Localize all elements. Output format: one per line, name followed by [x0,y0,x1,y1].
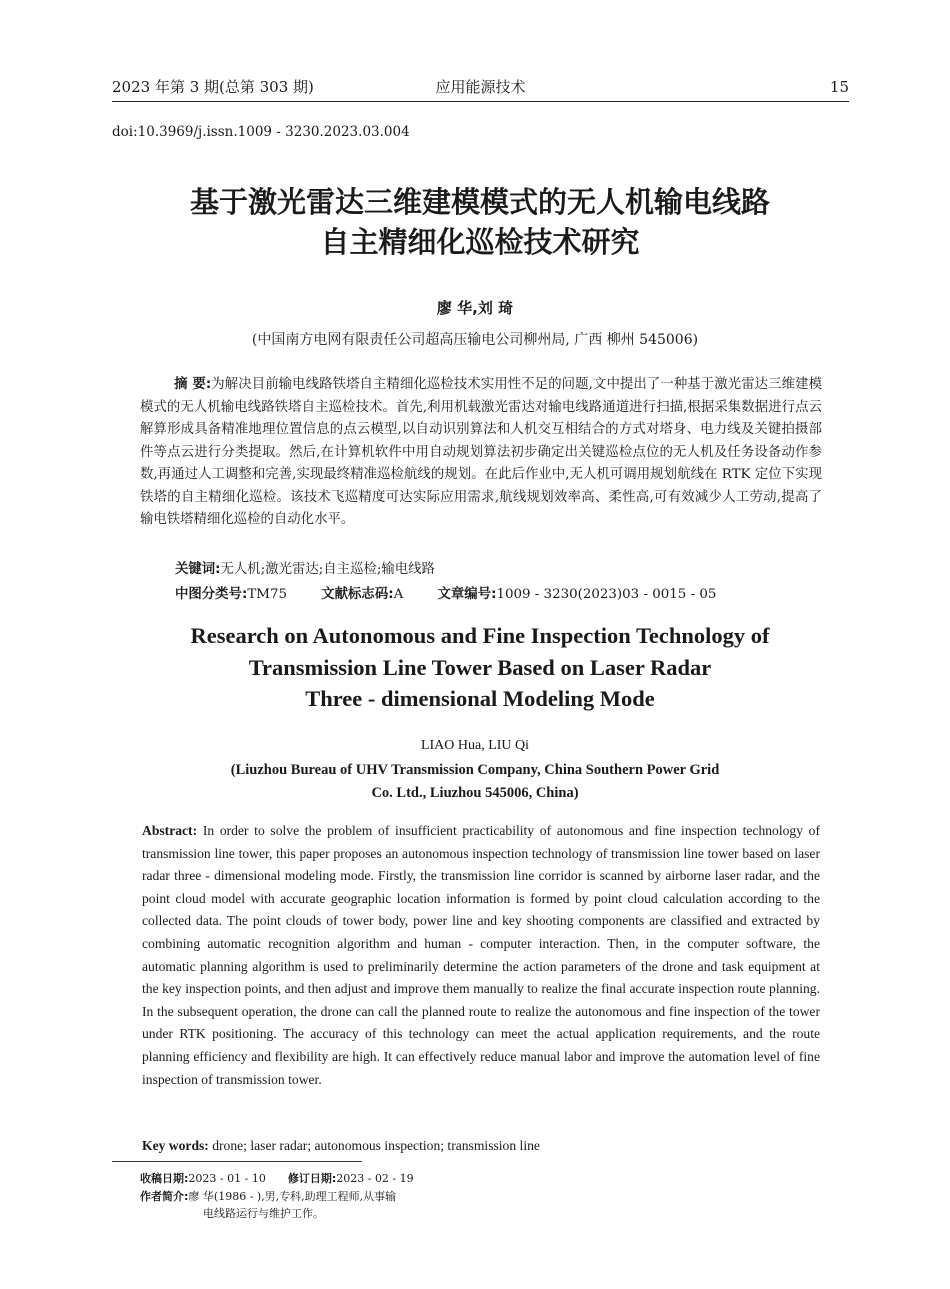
english-keywords-label: Key words: [142,1138,209,1153]
clc-value: TM75 [247,587,287,602]
chinese-abstract [140,374,822,532]
classification-line [175,585,716,605]
author-bio-label: 作者简介: [140,1189,189,1203]
english-abstract-label: Abstract: [142,823,198,838]
english-affiliation-line-2: Co. Ltd., Liuzhou 545006, China) [371,785,579,801]
doc-code-label: 文献标志码: [321,587,394,602]
english-title-line-1: Research on Autonomous and Fine Inspection Technology of [190,623,770,648]
chinese-title-line-1: 基于激光雷达三维建模模式的无人机输电线路 [189,185,770,219]
chinese-keywords-label: 关键词: [175,562,221,577]
footnote-rule [112,1161,362,1162]
page-number: 15 [829,78,849,96]
chinese-title [95,182,865,262]
chinese-abstract-label: 摘 要: [174,377,212,392]
chinese-abstract-text: 为解决目前输电线路铁塔自主精细化巡检技术实用性不足的问题,文中提出了一种基于激光雷达三维建模模式的无人机输电线路铁塔自主巡检技术。首先,利用机载激光雷达对输电线路通道进行扫描,根据采集数据进行点云解算形成具备精准地理位置信息的点云模型,以自动识别算法和人机交互相结合的方式对塔身、电力线及关键拍摄部件等点云进行分类提取。然后,在计算机软件中用自动规划算法初步确定出关键巡检点位的无人机及任务设备动作参数,再通过人工调整和完善,实现最终精准巡检航线的规划。在此后作业中,无人机可调用规划航线在 RTK 定位下实现铁塔的自主精细化巡检。该技术飞巡精度可达实际应用需求,航线规划效率高、柔性高,可有效减少人工劳动,提高了输电铁塔精细化巡检的自动化水平。 [140,377,822,527]
doi: doi:10.3969/j.issn.1009 - 3230.2023.03.004 [112,124,410,140]
article-number-label: 文章编号: [437,587,497,602]
doc-code-value: A [393,587,404,602]
english-keywords [142,1135,540,1157]
running-header [112,76,849,100]
english-authors: LIAO Hua, LIU Qi [420,738,530,753]
english-title-line-2: Transmission Line Tower Based on Laser Radar [248,654,712,680]
date-footnote [140,1170,700,1188]
article-number-value: 1009 - 3230(2023)03 - 0015 - 05 [496,587,717,602]
chinese-affiliation: (中国南方电网有限责任公司超高压输电公司柳州局, 广西 柳州 545006) [251,332,699,348]
english-title-line-3: Three - dimensional Modeling Mode [305,686,655,711]
english-keywords-text: drone; laser radar; autonomous inspection; transmission line [212,1138,540,1153]
chinese-keywords [175,560,435,580]
received-label: 收稿日期: [140,1172,189,1185]
english-affiliation [0,759,950,805]
received-date: 2023 - 01 - 10 [188,1172,266,1185]
revised-label: 修订日期: [287,1172,337,1185]
author-footnote [140,1188,700,1206]
english-abstract [142,820,820,1091]
chinese-authors: 廖 华,刘 琦 [436,299,514,317]
english-abstract-text: In order to solve the problem of insufficient practicability of autonomous and fine inspection technology of transmission line tower, this paper proposes an autonomous inspection technology of transmission line tower based on laser radar three - dimensional modeling mode. Firstly, the transmission line corridor is scanned by airborne laser radar, and the point cloud model with accurate geographic location information is formed by point cloud calculation according to the collected data. The point clouds of tower body, power line and key shooting components are classified and extracted by combining automatic recognition algorithm and human - computer interaction. Then, in the computer software, the automatic planning algorithm is used to preliminarily determine the action parameters of the drone and task equipment at the key inspection points, and then adjust and improve them manually to realize the final accurate inspection route planning. In the subsequent operation, the drone can call the planned route to realize the autonomous and fine inspection of the tower under RTK positioning. The accuracy of this technology can meet the actual application requirements, and the route planning efficiency and flexibility are high. It can effectively reduce manual labor and improve the automation level of fine inspection of transmission tower. [142,823,820,1087]
english-affiliation-line-1: (Liuzhou Bureau of UHV Transmission Company, China Southern Power Grid [230,762,720,778]
author-bio-line-2: 电线路运行与维护工作。 [203,1207,324,1220]
journal-name: 应用能源技术 [435,78,526,96]
issue-info: 2023 年第 3 期(总第 303 期) [112,78,314,96]
header-rule [112,101,849,102]
clc-label: 中图分类号: [175,587,248,602]
author-bio-line-1: 廖 华(1986 - ),男,专科,助理工程师,从事输 [188,1189,397,1203]
revised-date: 2023 - 02 - 19 [336,1172,414,1185]
english-title [80,620,880,715]
footnotes [140,1170,700,1223]
chinese-title-line-2: 自主精细化巡检技术研究 [320,225,640,259]
chinese-keywords-text: 无人机;激光雷达;自主巡检;输电线路 [220,562,435,577]
